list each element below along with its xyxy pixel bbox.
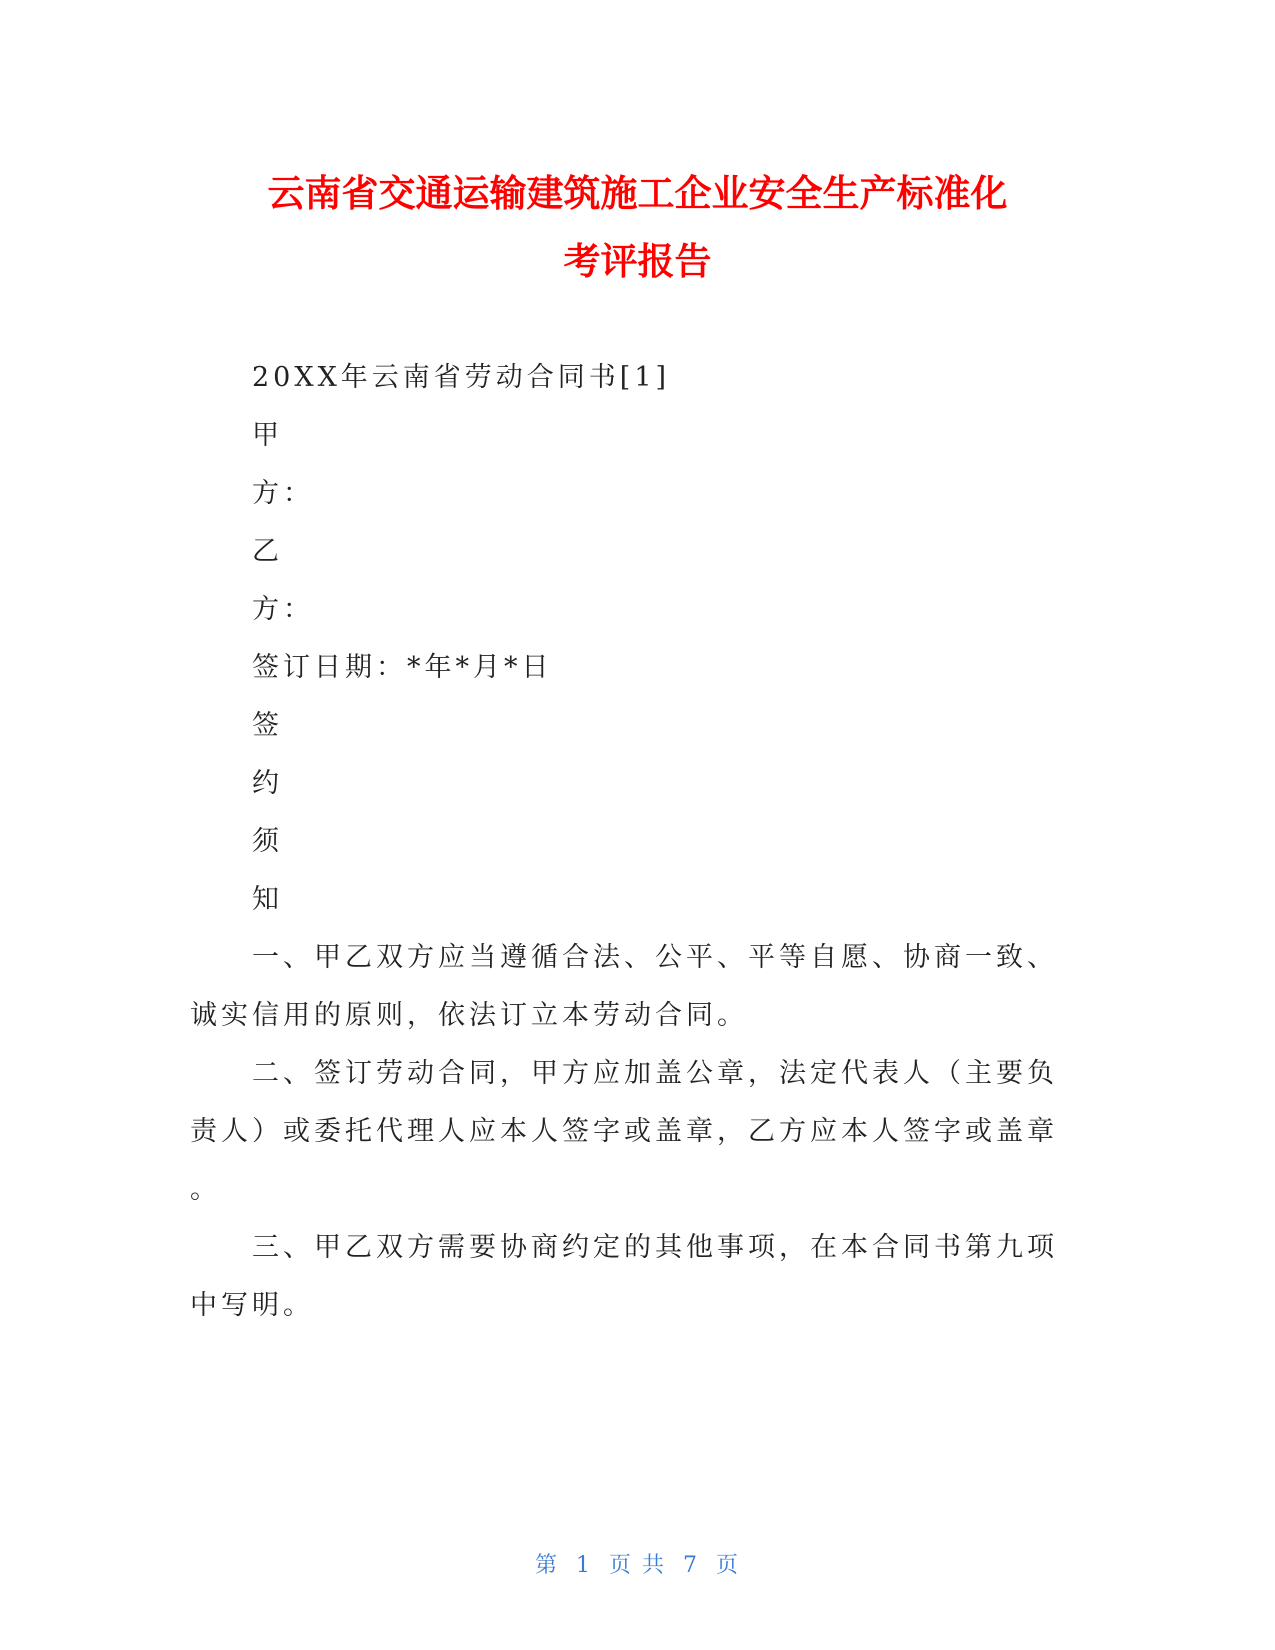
notice-char-3: 须 <box>252 826 283 857</box>
party-b-char: 乙 <box>252 536 283 567</box>
party-a-label: 方： <box>252 478 314 509</box>
footer-mid: 页 共 <box>609 1553 666 1578</box>
item-2-line-3: 。 <box>190 1174 221 1205</box>
notice-char-1: 签 <box>252 710 283 741</box>
notice-char-2: 约 <box>252 768 283 799</box>
footer-current-page: 1 <box>576 1553 592 1578</box>
party-a-char: 甲 <box>252 420 283 451</box>
title-line-1: 云南省交通运输建筑施工企业安全生产标准化 <box>267 172 1008 215</box>
item-1-line-2: 诚实信用的原则，依法订立本劳动合同。 <box>190 1000 748 1031</box>
item-1-line-1: 一、甲乙双方应当遵循合法、公平、平等自愿、协商一致、 <box>252 942 1058 973</box>
item-3-line-2: 中写明。 <box>190 1290 314 1321</box>
document-title <box>150 160 1125 296</box>
footer-total-pages: 7 <box>683 1553 699 1578</box>
party-b-label: 方： <box>252 594 314 625</box>
page-footer <box>0 1548 1275 1579</box>
footer-suffix: 页 <box>716 1553 741 1578</box>
notice-char-4: 知 <box>252 884 283 915</box>
contract-heading: 20XX年云南省劳动合同书[1] <box>252 362 671 393</box>
footer-prefix: 第 <box>534 1553 559 1578</box>
sign-date: 签订日期：*年*月*日 <box>252 652 553 683</box>
item-2-line-1: 二、签订劳动合同，甲方应加盖公章，法定代表人（主要负 <box>252 1058 1058 1089</box>
item-2-line-2: 责人）或委托代理人应本人签字或盖章，乙方应本人签字或盖章 <box>190 1116 1058 1147</box>
title-line-2: 考评报告 <box>563 240 712 283</box>
item-3-line-1: 三、甲乙双方需要协商约定的其他事项，在本合同书第九项 <box>252 1232 1058 1263</box>
